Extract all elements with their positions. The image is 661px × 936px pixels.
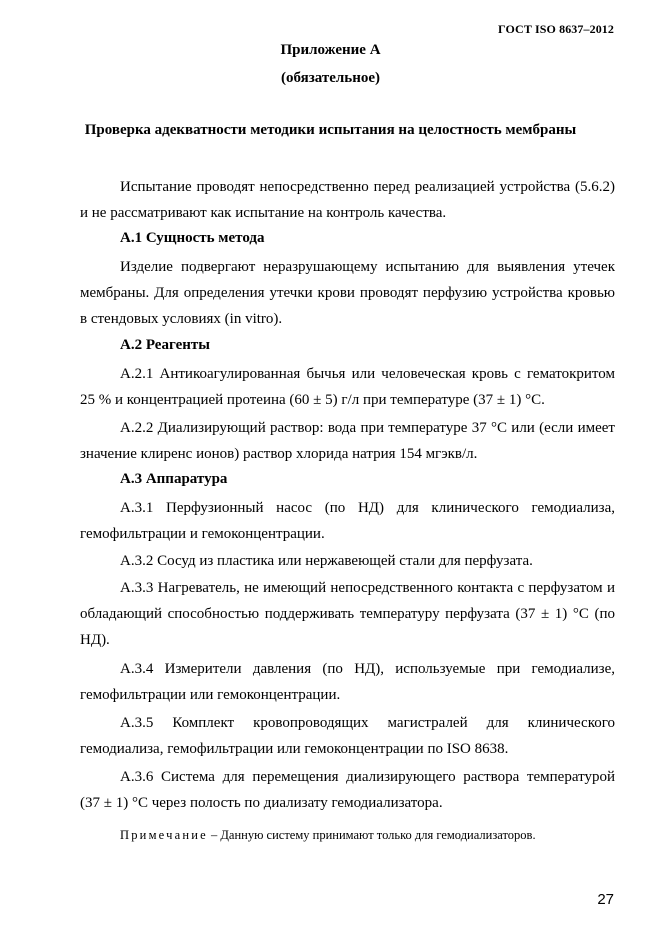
appendix-heading: Проверка адекватности методики испытания на целостность мембраны <box>84 122 577 138</box>
paragraph-a2-1: А.2.1 Антикоагулированная бычья или человеческая кровь с гематокритом 25 % и концентрацией протеина (60 ± 5) г/л при температуре (37 ± 1) °С. <box>80 366 615 408</box>
paragraph-intro: Испытание проводят непосредственно перед реализацией устройства (5.6.2) и не рассматривают как испытание на контроль качества. <box>80 179 615 221</box>
note <box>120 828 536 843</box>
paragraph-a3-2: А.3.2 Сосуд из пластика или нержавеющей стали для перфузата. <box>120 553 533 569</box>
note-text: – Данную систему принимают только для гемодиализаторов. <box>207 828 536 842</box>
appendix-status: (обязательное) <box>280 70 381 86</box>
note-label: Примечание <box>120 828 208 842</box>
section-heading-a3: А.3 Аппаратура <box>120 471 228 487</box>
paragraph-a3-6: А.3.6 Система для перемещения диализирующего раствора температурой (37 ± 1) °С через полость по диализату гемодиализатора. <box>80 769 615 811</box>
section-heading-a2: А.2 Реагенты <box>120 337 210 353</box>
paragraph-a1: Изделие подвергают неразрушающему испытанию для выявления утечек мембраны. Для определения утечки крови проводят перфузию устройства кровью в стендовых условиях (in vitro). <box>80 259 615 327</box>
paragraph-a3-3: А.3.3 Нагреватель, не имеющий непосредственного контакта с перфузатом и обладающий способностью поддерживать температуру перфузата (37 ± 1) °С (по НД). <box>80 580 615 648</box>
paragraph-a2-2: А.2.2 Диализирующий раствор: вода при температуре 37 °С или (если имеет значение клиренс ионов) раствор хлорида натрия 154 мгэкв/л. <box>80 420 615 462</box>
standard-designation: ГОСТ ISO 8637–2012 <box>498 22 614 36</box>
appendix-title: Приложение А <box>280 42 381 58</box>
paragraph-a3-5: А.3.5 Комплект кровопроводящих магистралей для клинического гемодиализа, гемофильтрации или гемоконцентрации по ISO 8638. <box>80 715 615 757</box>
paragraph-a3-1: А.3.1 Перфузионный насос (по НД) для клинического гемодиализа, гемофильтрации и гемоконцентрации. <box>80 500 615 542</box>
page-number: 27 <box>597 891 614 908</box>
paragraph-a3-4: А.3.4 Измерители давления (по НД), используемые при гемодиализе, гемофильтрации или гемоконцентрации. <box>80 661 615 703</box>
section-heading-a1: А.1 Сущность метода <box>120 230 265 246</box>
